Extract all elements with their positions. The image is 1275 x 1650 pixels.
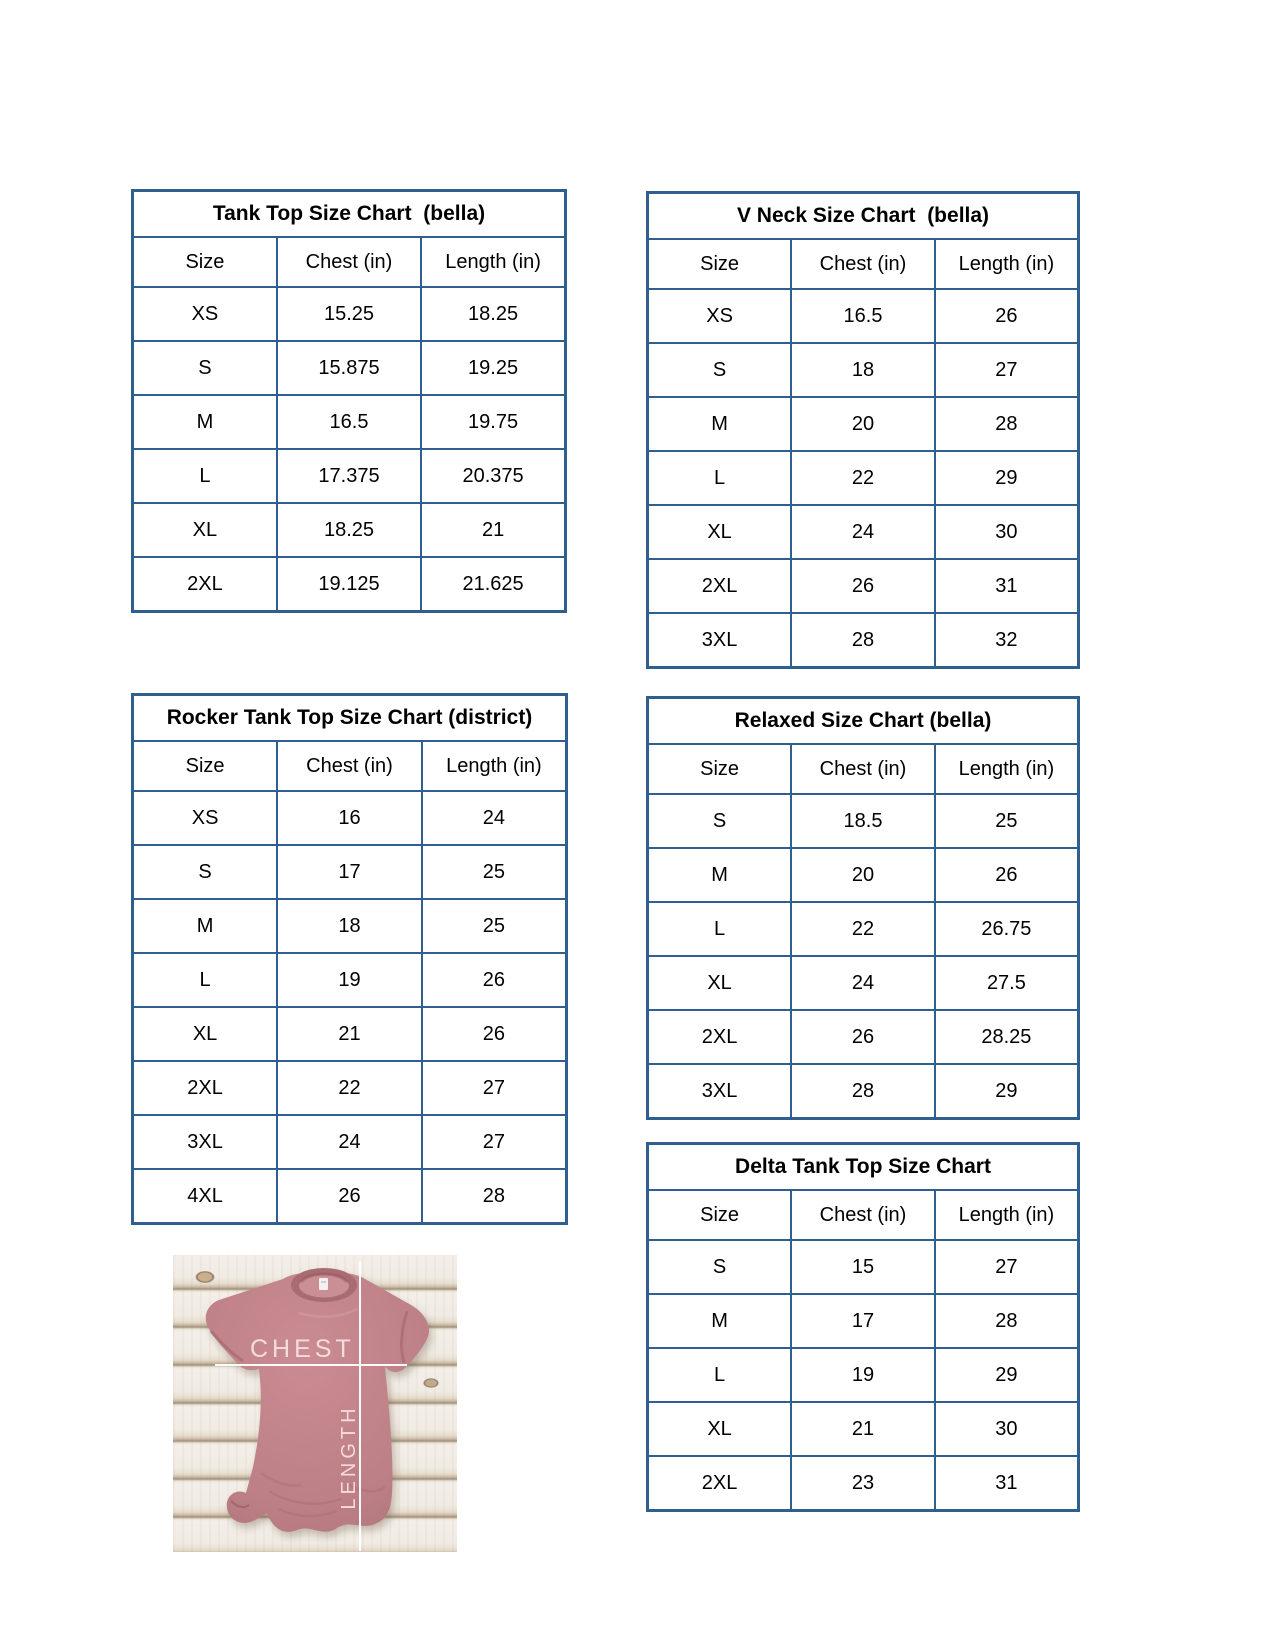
table-cell: 26 <box>935 289 1079 343</box>
v-neck-size-chart <box>646 191 1080 669</box>
table-cell: M <box>648 397 792 451</box>
table-cell: 26 <box>791 559 935 613</box>
table-row <box>648 505 1079 559</box>
column-header: Size <box>648 239 792 289</box>
table-row <box>648 794 1079 848</box>
table-cell: 24 <box>422 791 567 845</box>
table-cell: 16 <box>277 791 422 845</box>
table-cell: 21 <box>791 1402 935 1456</box>
table-cell: 3XL <box>133 1115 278 1169</box>
table-row <box>648 559 1079 613</box>
table-row <box>648 613 1079 668</box>
table-cell: 25 <box>422 899 567 953</box>
table-cell: 27 <box>422 1061 567 1115</box>
table-header-row <box>133 237 566 287</box>
table-cell: 18.25 <box>277 503 421 557</box>
table-title-row <box>648 1144 1079 1191</box>
table-cell: 23 <box>791 1456 935 1511</box>
table-title-row <box>133 191 566 238</box>
table-title: Delta Tank Top Size Chart <box>648 1144 1079 1191</box>
table-cell: 30 <box>935 1402 1079 1456</box>
table-cell: S <box>648 1240 792 1294</box>
table-cell: 28 <box>422 1169 567 1224</box>
column-header: Chest (in) <box>791 1190 935 1240</box>
table-header-row <box>133 741 567 791</box>
table-cell: 15.25 <box>277 287 421 341</box>
table-cell: 2XL <box>133 1061 278 1115</box>
table-cell: 28.25 <box>935 1010 1079 1064</box>
tank-top-size-chart <box>131 189 567 613</box>
table-cell: 24 <box>791 505 935 559</box>
table-cell: M <box>133 899 278 953</box>
table-row <box>648 1294 1079 1348</box>
table-row <box>648 289 1079 343</box>
table-cell: 29 <box>935 1064 1079 1119</box>
table-cell: 28 <box>935 1294 1079 1348</box>
table-title-row <box>133 695 567 742</box>
table-title: V Neck Size Chart (bella) <box>648 193 1079 240</box>
table-cell: XL <box>133 1007 278 1061</box>
table-cell: 21.625 <box>421 557 565 612</box>
table-cell: XS <box>133 287 277 341</box>
table-cell: L <box>648 902 792 956</box>
table-row <box>648 451 1079 505</box>
table-title-row <box>648 698 1079 745</box>
column-header: Length (in) <box>935 744 1079 794</box>
table-cell: 24 <box>791 956 935 1010</box>
table-cell: 4XL <box>133 1169 278 1224</box>
table-row <box>133 791 567 845</box>
table-cell: 26 <box>935 848 1079 902</box>
table-cell: 16.5 <box>277 395 421 449</box>
table-cell: 3XL <box>648 1064 792 1119</box>
table-cell: 16.5 <box>791 289 935 343</box>
column-header: Size <box>133 741 278 791</box>
column-header: Size <box>648 1190 792 1240</box>
column-header: Chest (in) <box>791 239 935 289</box>
table-cell: 19 <box>277 953 422 1007</box>
table-cell: 21 <box>421 503 565 557</box>
table-cell: 28 <box>791 613 935 668</box>
table-title: Relaxed Size Chart (bella) <box>648 698 1079 745</box>
table-cell: 26 <box>277 1169 422 1224</box>
table-cell: 18 <box>277 899 422 953</box>
table-cell: 19.125 <box>277 557 421 612</box>
table-cell: 20.375 <box>421 449 565 503</box>
table-cell: 31 <box>935 1456 1079 1511</box>
column-header: Length (in) <box>935 1190 1079 1240</box>
column-header: Size <box>133 237 277 287</box>
table-cell: 22 <box>791 902 935 956</box>
table-cell: 15 <box>791 1240 935 1294</box>
table-cell: 27 <box>422 1115 567 1169</box>
table-cell: 3XL <box>648 613 792 668</box>
table-cell: 22 <box>791 451 935 505</box>
column-header: Length (in) <box>935 239 1079 289</box>
table-cell: 19.75 <box>421 395 565 449</box>
delta-tank-top-size-chart <box>646 1142 1080 1512</box>
relaxed-size-chart <box>646 696 1080 1120</box>
table-cell: 15.875 <box>277 341 421 395</box>
table-cell: 20 <box>791 397 935 451</box>
table-row <box>648 902 1079 956</box>
table-cell: 26.75 <box>935 902 1079 956</box>
table-cell: 19 <box>791 1348 935 1402</box>
table-cell: 2XL <box>648 559 792 613</box>
table-row <box>133 1169 567 1224</box>
table-cell: 32 <box>935 613 1079 668</box>
table-row <box>133 1007 567 1061</box>
table-title-row <box>648 193 1079 240</box>
table-cell: 24 <box>277 1115 422 1169</box>
table-cell: XL <box>648 956 792 1010</box>
table-row <box>133 449 566 503</box>
table-cell: 2XL <box>648 1456 792 1511</box>
table-row <box>648 397 1079 451</box>
table-cell: S <box>133 341 277 395</box>
table-cell: 27 <box>935 1240 1079 1294</box>
table-cell: 17.375 <box>277 449 421 503</box>
table-cell: 18.25 <box>421 287 565 341</box>
chest-measure-line <box>215 1364 407 1366</box>
table-row <box>648 1240 1079 1294</box>
table-cell: 28 <box>791 1064 935 1119</box>
table-title: Rocker Tank Top Size Chart (district) <box>133 695 567 742</box>
chest-label: CHEST <box>250 1335 355 1363</box>
table-cell: 30 <box>935 505 1079 559</box>
table-cell: M <box>133 395 277 449</box>
table-row <box>133 1115 567 1169</box>
table-cell: 27 <box>935 343 1079 397</box>
table-row <box>133 1061 567 1115</box>
column-header: Length (in) <box>422 741 567 791</box>
table-title: Tank Top Size Chart (bella) <box>133 191 566 238</box>
rocker-tank-top-size-chart <box>131 693 568 1225</box>
table-cell: 27.5 <box>935 956 1079 1010</box>
table-cell: 21 <box>277 1007 422 1061</box>
column-header: Length (in) <box>421 237 565 287</box>
table-row <box>648 1402 1079 1456</box>
table-row <box>648 1064 1079 1119</box>
length-label: LENGTH <box>338 1404 360 1510</box>
tshirt-graphic <box>173 1255 457 1552</box>
table-row <box>133 341 566 395</box>
table-cell: 25 <box>935 794 1079 848</box>
table-row <box>648 343 1079 397</box>
table-cell: 17 <box>791 1294 935 1348</box>
table-cell: S <box>648 343 792 397</box>
table-row <box>648 848 1079 902</box>
neck-tag <box>319 1278 328 1290</box>
table-cell: XS <box>133 791 278 845</box>
table-cell: 26 <box>422 953 567 1007</box>
table-cell: 29 <box>935 1348 1079 1402</box>
table-cell: L <box>648 451 792 505</box>
table-cell: XL <box>133 503 277 557</box>
table-header-row <box>648 744 1079 794</box>
column-header: Chest (in) <box>277 237 421 287</box>
table-cell: 17 <box>277 845 422 899</box>
table-row <box>133 503 566 557</box>
table-cell: 28 <box>935 397 1079 451</box>
table-row <box>648 1456 1079 1511</box>
table-cell: 26 <box>791 1010 935 1064</box>
tshirt-measurement-photo <box>173 1255 457 1552</box>
table-row <box>648 1348 1079 1402</box>
table-cell: 31 <box>935 559 1079 613</box>
table-cell: L <box>133 449 277 503</box>
table-cell: 29 <box>935 451 1079 505</box>
table-cell: S <box>133 845 278 899</box>
table-cell: 18 <box>791 343 935 397</box>
column-header: Size <box>648 744 792 794</box>
table-row <box>648 956 1079 1010</box>
column-header: Chest (in) <box>791 744 935 794</box>
table-cell: L <box>133 953 278 1007</box>
table-cell: 2XL <box>648 1010 792 1064</box>
table-row <box>133 395 566 449</box>
table-cell: 25 <box>422 845 567 899</box>
table-cell: XL <box>648 1402 792 1456</box>
table-cell: 20 <box>791 848 935 902</box>
table-cell: 22 <box>277 1061 422 1115</box>
table-cell: 26 <box>422 1007 567 1061</box>
table-row <box>133 953 567 1007</box>
table-header-row <box>648 1190 1079 1240</box>
table-cell: 18.5 <box>791 794 935 848</box>
table-cell: S <box>648 794 792 848</box>
table-row <box>133 287 566 341</box>
table-cell: XL <box>648 505 792 559</box>
table-cell: L <box>648 1348 792 1402</box>
table-cell: 2XL <box>133 557 277 612</box>
table-row <box>648 1010 1079 1064</box>
column-header: Chest (in) <box>277 741 422 791</box>
table-row <box>133 845 567 899</box>
table-cell: 19.25 <box>421 341 565 395</box>
table-row <box>133 899 567 953</box>
table-cell: M <box>648 1294 792 1348</box>
table-header-row <box>648 239 1079 289</box>
table-cell: M <box>648 848 792 902</box>
table-cell: XS <box>648 289 792 343</box>
table-row <box>133 557 566 612</box>
